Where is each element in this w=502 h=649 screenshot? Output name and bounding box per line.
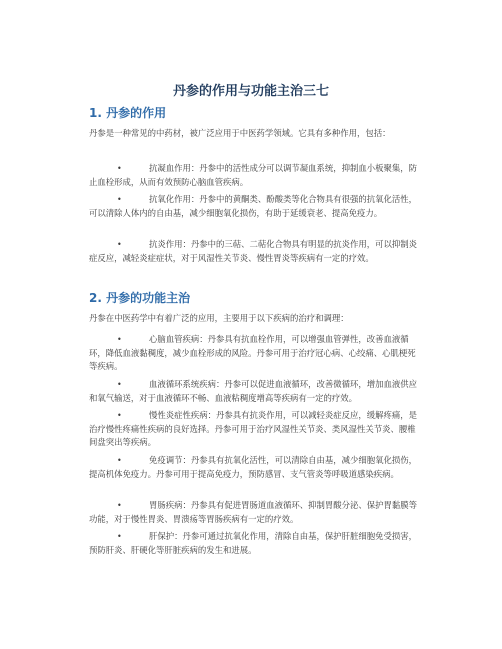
list-item-text: 抗凝血作用：丹参中的活性成分可以调节凝血系统，抑制血小板聚集，防止血栓形成，从而有效预防心脑血管疾病。: [89, 163, 417, 187]
bullet-icon: •: [117, 532, 122, 541]
list-item-text: 血液循环系统疾病：丹参可以促进血液循环，改善微循环，增加血液供应和氧气输送，对于血液循环不畅、血液粘稠度增高等疾病有一定的疗效。: [89, 379, 417, 403]
list-item: [89, 530, 421, 557]
list-item: [89, 378, 421, 405]
list-item-text: 免疫调节：丹参具有抗氧化活性，可以清除自由基，减少细胞氧化损伤，提高机体免疫力。丹参可用于提高免疫力，预防感冒、支气管炎等呼吸道感染疾病。: [89, 455, 417, 479]
document-title: 丹参的作用与功能主治三七: [172, 84, 329, 99]
list-item-text: 心脑血管疾病：丹参具有抗血栓作用，可以增强血管弹性，改善血液循环，降低血液黏稠度，减少血栓形成的风险。丹参可用于治疗冠心病、心绞痛、心肌梗死等疾病。: [89, 334, 416, 371]
bullet-icon: •: [117, 456, 122, 465]
list-item: [89, 162, 421, 189]
section-1-intro: 丹参是一种常见的中药材，被广泛应用于中医药学领域。它具有多种作用，包括：: [89, 128, 391, 138]
list-item: [89, 454, 421, 481]
bullet-icon: •: [117, 195, 122, 204]
bullet-icon: •: [117, 380, 122, 389]
bullet-icon: •: [117, 164, 122, 173]
list-item-text: 抗炎作用：丹参中的三萜、二萜化合物具有明显的抗炎作用，可以抑制炎症反应，减轻炎症症状，对于风湿性关节炎、慢性胃炎等疾病有一定的疗效。: [89, 239, 417, 263]
bullet-icon: •: [117, 501, 122, 510]
list-item: [89, 193, 421, 220]
section-2-intro: 丹参在中医药学中有着广泛的应用，主要用于以下疾病的治疗和调理：: [89, 313, 349, 323]
list-item-text: 胃肠疾病：丹参具有促进胃肠道血液循环、抑制胃酸分泌、保护胃黏膜等功能，对于慢性胃炎、胃溃疡等胃肠疾病有一定的疗效。: [89, 500, 417, 524]
list-item-text: 抗氧化作用：丹参中的黄酮类、酚酸类等化合物具有很强的抗氧化活性，可以清除人体内的自由基，减少细胞氧化损伤，有助于延缓衰老、提高免疫力。: [89, 194, 417, 218]
section-2-heading: 2. 丹参的功能主治: [89, 291, 191, 305]
bullet-icon: •: [117, 411, 122, 420]
list-item-text: 肝保护：丹参可通过抗氧化作用，清除自由基，保护肝脏细胞免受损害，预防肝炎、肝硬化等肝脏疾病的发生和进展。: [89, 531, 417, 555]
list-item-text: 慢性炎症性疾病：丹参具有抗炎作用，可以减轻炎症反应，缓解疼痛，是治疗慢性疼痛性疾病的良好选择。丹参可用于治疗风湿性关节炎、类风湿性关节炎、腰椎间盘突出等疾病。: [89, 410, 417, 447]
list-item: [89, 333, 421, 374]
bullet-icon: •: [117, 240, 122, 249]
list-item: [89, 499, 421, 526]
section-1-heading: 1. 丹参的作用: [89, 106, 167, 120]
bullet-icon: •: [117, 335, 122, 344]
list-item: [89, 238, 421, 265]
list-item: [89, 409, 421, 450]
